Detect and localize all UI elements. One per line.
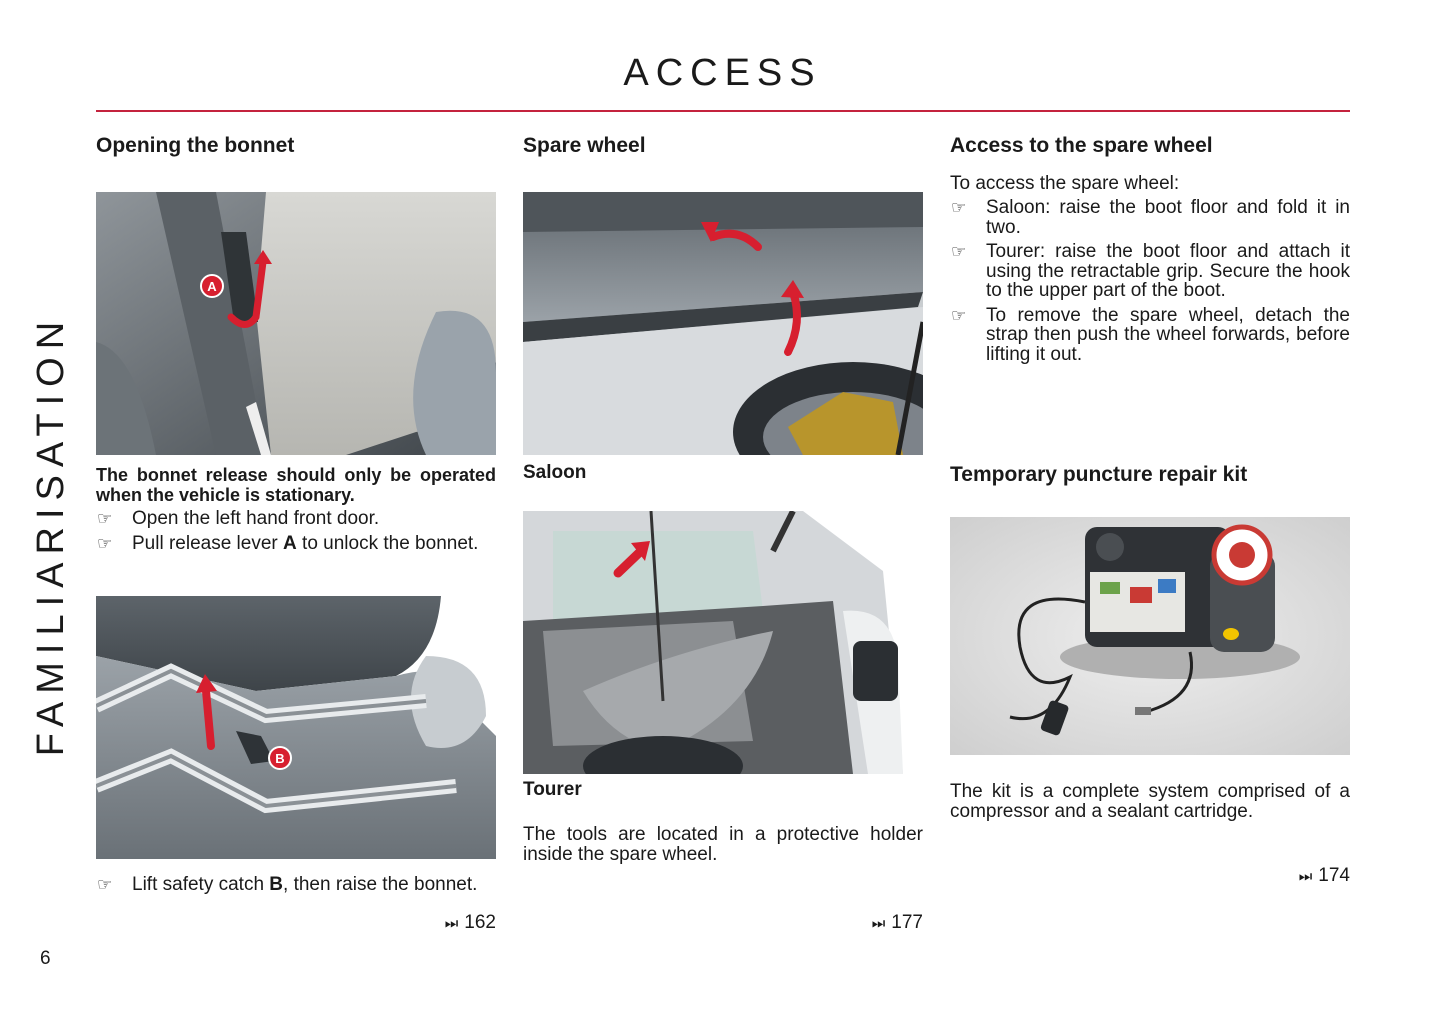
step-text: to unlock the bonnet. xyxy=(296,532,479,554)
section-heading-repair-kit: Temporary puncture repair kit xyxy=(950,463,1248,486)
step-item xyxy=(950,242,1350,301)
section-heading: Spare wheel xyxy=(523,134,646,157)
pointing-hand-icon: ☞ xyxy=(951,305,967,325)
caption-saloon: Saloon xyxy=(523,462,587,483)
page-reference-number: 177 xyxy=(891,912,923,933)
bonnet-release-lever-illustration xyxy=(96,192,496,455)
step-text: Lift safety catch xyxy=(132,874,270,895)
saloon-boot-photo xyxy=(523,192,923,455)
pointing-hand-icon: ☞ xyxy=(97,509,113,528)
step-text: To remove the spare wheel, detach the strap then push the wheel forwards, before lifting it out. xyxy=(986,304,1350,365)
tourer-boot-illustration xyxy=(523,511,923,774)
step-text: Saloon: raise the boot floor and fold it in two. xyxy=(986,197,1350,238)
tourer-boot-photo xyxy=(523,511,923,774)
step-item xyxy=(950,198,1350,237)
bonnet-steps-list xyxy=(96,509,496,558)
safety-catch-illustration xyxy=(96,596,496,859)
step-text-bold: B xyxy=(269,874,284,895)
callout-a: A xyxy=(207,279,217,294)
pointing-hand-icon: ☞ xyxy=(951,242,967,261)
section-heading: Opening the bonnet xyxy=(96,134,295,157)
step-text: Pull release lever xyxy=(132,532,284,554)
intro-text: To access the spare wheel: xyxy=(950,173,1180,194)
step-item xyxy=(96,534,496,554)
pointing-hand-icon: ☞ xyxy=(951,198,967,217)
column-access-spare-wheel xyxy=(950,0,1350,1025)
step-text-bold: A xyxy=(283,532,297,554)
page-reference xyxy=(1299,865,1350,887)
section-heading: Access to the spare wheel xyxy=(950,134,1213,157)
repair-kit-photo xyxy=(950,517,1350,755)
warning-text: The bonnet release should only be operated when the vehicle is stationary. xyxy=(96,465,496,505)
safety-catch-photo xyxy=(96,596,496,859)
step-text: , then raise the bonnet. xyxy=(283,874,478,895)
page-number: 6 xyxy=(40,948,51,969)
step-item xyxy=(96,875,496,895)
step-item xyxy=(950,306,1350,365)
safety-catch-list xyxy=(96,875,496,900)
next-track-arrow-icon: ⏭ xyxy=(1298,868,1313,885)
tools-location-text: The tools are located in a protective holder inside the spare wheel. xyxy=(523,824,923,865)
page-reference-number: 174 xyxy=(1318,865,1350,886)
page-reference-number: 162 xyxy=(464,912,496,933)
repair-kit-description: The kit is a complete system comprised of a compressor and a sealant cartridge. xyxy=(950,781,1350,822)
callout-b: B xyxy=(275,751,285,766)
saloon-boot-illustration xyxy=(523,192,923,455)
spare-wheel-steps-list xyxy=(950,198,1350,369)
section-side-label-text: FAMILIARISATION xyxy=(30,313,72,757)
column-spare-wheel xyxy=(523,0,923,1025)
pointing-hand-icon: ☞ xyxy=(97,533,113,553)
caption-tourer: Tourer xyxy=(523,779,582,800)
page-reference xyxy=(872,912,923,934)
page-title: ACCESS xyxy=(623,52,822,94)
column-opening-bonnet xyxy=(96,0,496,1025)
bonnet-release-lever-photo xyxy=(96,192,496,455)
step-item xyxy=(96,509,496,529)
pointing-hand-icon: ☞ xyxy=(97,875,113,894)
step-text: Open the left hand front door. xyxy=(132,508,380,529)
step-text: Tourer: raise the boot floor and attach it using the retractable grip. Secure the hook to the upper part of the boot. xyxy=(986,241,1350,301)
next-track-arrow-icon: ⏭ xyxy=(444,915,459,932)
repair-kit-illustration xyxy=(950,517,1350,755)
next-track-arrow-icon: ⏭ xyxy=(871,915,886,932)
page-reference xyxy=(445,912,496,934)
